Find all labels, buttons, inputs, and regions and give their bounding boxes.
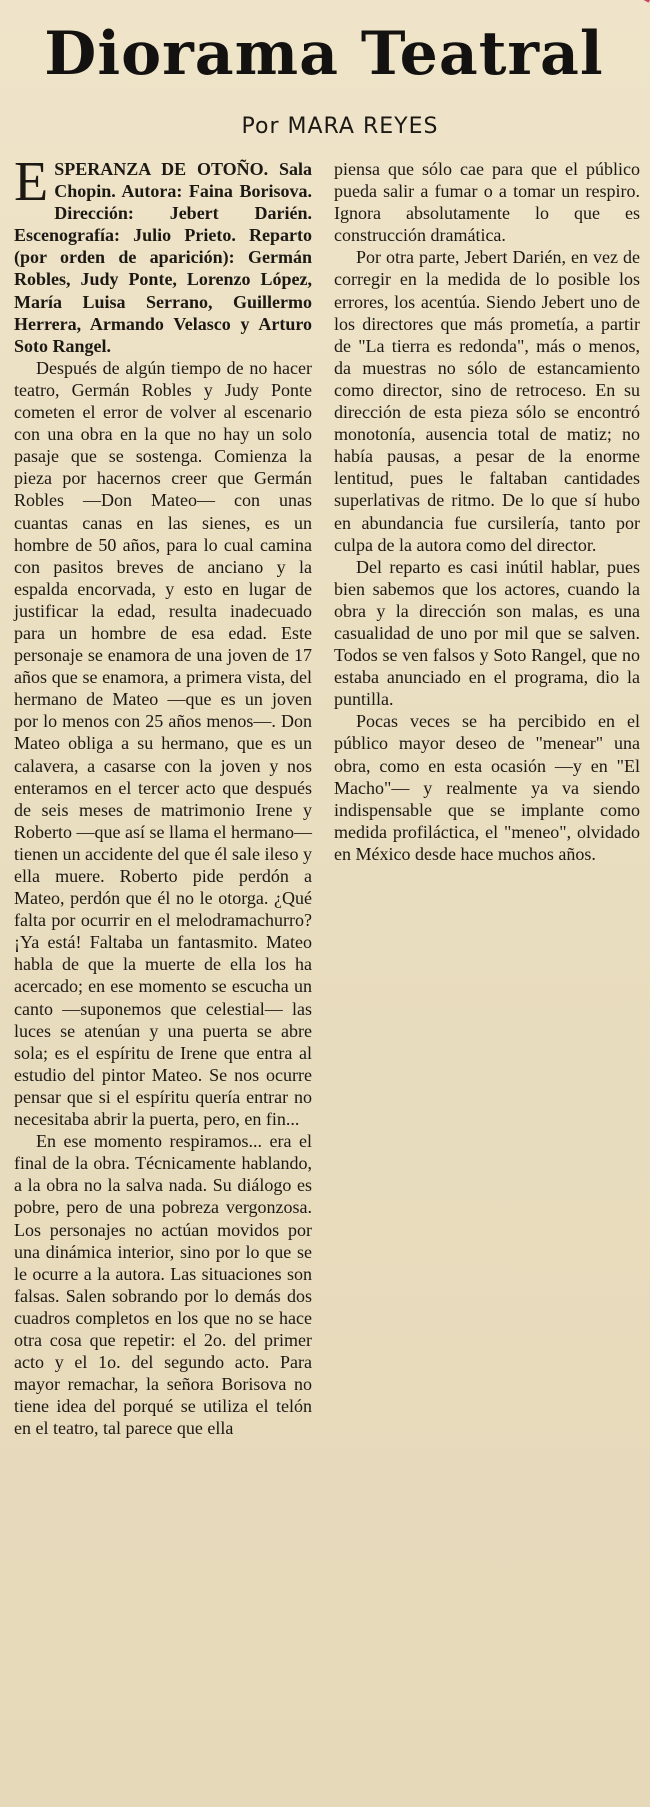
paragraph: Por otra parte, Jebert Darién, en vez de corregir en la medida de lo posible los errores, los acentúa. Siendo Jebert uno de los directores que más prometía, a partir de "La tierra es redonda", más o menos, da muestras no sólo de estancamiento como director, sino de retroceso. En su dirección de esta pieza sólo se encontró monotonía, ausencia total de matiz; no había pausas, a pesar de la enorme lentitud, pues le faltaban cantidades superlativas de ritmo. De lo que sí hubo en abundancia fue cursilería, tanto por culpa de la autora como del director.: [334, 247, 640, 555]
corner-mark: [612, 0, 650, 3]
heading-text: SPERANZA DE OTOÑO. Sala Chopin. Autora: Faina Borisova. Dirección: Jebert Darién. Escenografía: Julio Prieto. Reparto (por orden de aparición): Germán Robles, Judy Ponte, Lorenzo López, María Luisa Serrano, Guillermo Herrera, Armando Velasco y Arturo Soto Rangel.: [14, 159, 312, 356]
article-column-left: [14, 151, 312, 1802]
byline: Por MARA REYES: [241, 114, 439, 139]
paragraph: Del reparto es casi inútil hablar, pues bien sabemos que los actores, cuando la obra y la dirección son malas, es una casualidad de uno por mil que se salven. Todos se ven falsos y Soto Rangel, que no estaba anunciado en el programa, dio la puntilla.: [334, 556, 640, 710]
article-heading: [14, 151, 312, 357]
paragraph: Pocas veces se ha percibido en el público mayor deseo de "menear" una obra, como en esta ocasión —y en "El Macho"— y realmente ya va siendo indispensable que se implante como medida profiláctica, el "meneo", olvidado en México desde hace muchos años.: [334, 711, 640, 864]
paragraph: piensa que sólo cae para que el público pueda salir a fumar o a tomar un respiro. Ignora absolutamente lo que es construcción dramática.: [334, 159, 640, 246]
article-column-right: [334, 158, 640, 864]
paragraph: Después de algún tiempo de no hacer teatro, Germán Robles y Judy Ponte cometen el error de volver al escenario con una obra en la que no hay un solo pasaje que se sostenga. Comienza la pieza por hacernos creer que Germán Robles —Don Mateo— con unas cuantas canas en las sienes, es un hombre de 50 años, para lo cual camina con pasitos breves de anciano y la espalda encorvada, y esto en lugar de justificar la edad, resulta inadecuado para un hombre de esa edad. Este personaje se enamora de una joven de 17 años que se enamora, a primera vista, del hermano de Mateo —que es un joven por lo menos con 25 años menos—. Don Mateo obliga a su hermano, que es un calavera, a casarse con la joven y nos enteramos en el tercer acto que después de seis meses de matrimonio Irene y Roberto —que así se llama el hermano— tienen un accidente del que él sale ileso y ella muere. Roberto pide perdón a Mateo, perdón que él no le otorga. ¿Qué falta por ocurrir en el melodramachurro? ¡Ya está! Faltaba un fantasmito. Mateo habla de que la muerte de ella los ha acercado; en ese momento se escucha un canto —suponemos que celestial— las luces se atenúan y una puerta se abre sola; es el espíritu de Irene que entra al estudio del pintor Mateo. Se nos ocurre pensar que si el espíritu quería entrar no necesitaba abrir la puerta, pero, en fin...: [14, 357, 312, 1130]
page-title: Diorama Teatral: [44, 19, 604, 89]
paragraph: En ese momento respiramos... era el final de la obra. Técnicamente hablando, a la obra no la salva nada. Su diálogo es pobre, pero de una pobreza vergonzosa. Los personajes no actúan movidos por una dinámica interior, sino por lo que se le ocurre a la autora. Las situaciones son falsas. Salen sobrando por lo demás dos cuadros completos en los que no se hace otra cosa que repetir: el 2o. del primer acto y el 1o. del segundo acto. Para mayor remachar, la señora Borisova no tiene idea del porqué se utiliza el telón en el teatro, tal parece que ella: [14, 1131, 312, 1439]
dropcap: E: [14, 151, 49, 213]
